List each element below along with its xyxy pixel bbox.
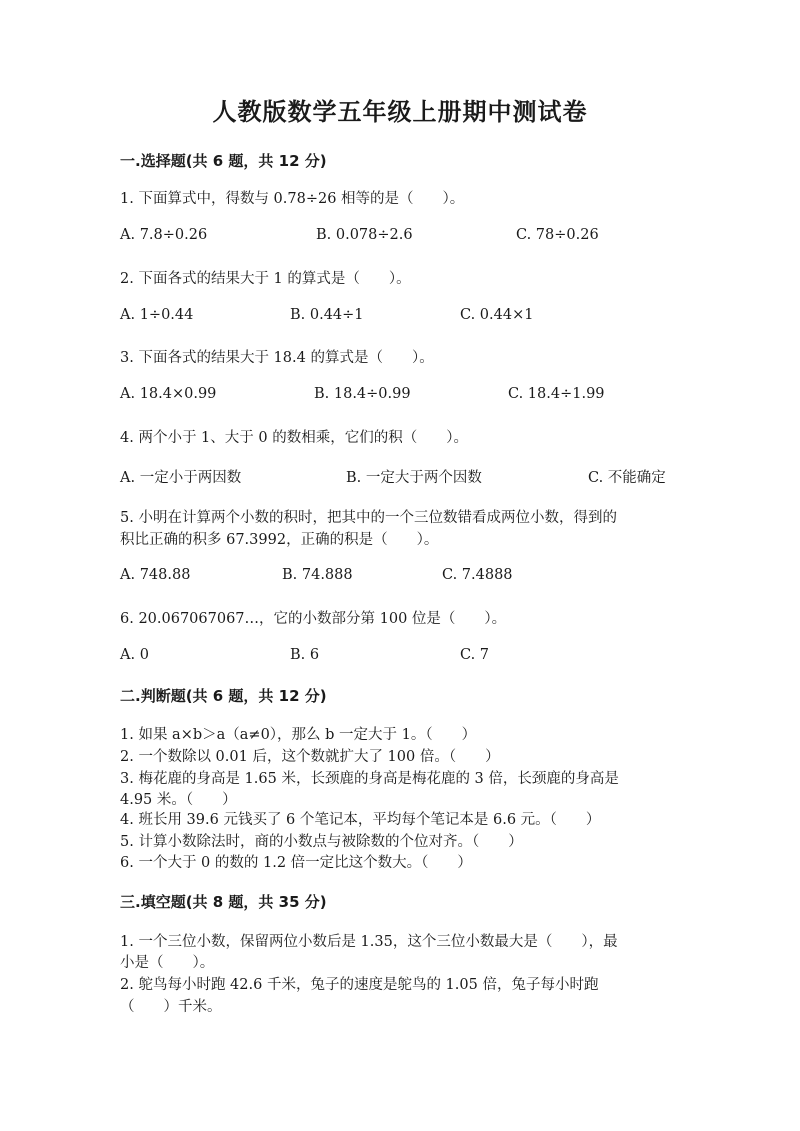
option-b: B. 74.888 xyxy=(282,567,353,583)
question-stem: 1. 下面算式中，得数与 0.78÷26 相等的是（ ）。 xyxy=(120,191,465,207)
judge-line: 4.95 米。（ ） xyxy=(120,792,237,808)
option-a: A. 1÷0.44 xyxy=(120,307,194,323)
fill-line: （ ）千米。 xyxy=(120,999,222,1015)
fill-line: 1. 一个三位小数，保留两位小数后是 1.35，这个三位小数最大是（ ），最 xyxy=(120,934,618,950)
option-c: C. 78÷0.26 xyxy=(516,227,599,243)
question-stem: 3. 下面各式的结果大于 18.4 的算式是（ ）。 xyxy=(120,350,434,366)
judge-line: 2. 一个数除以 0.01 后，这个数就扩大了 100 倍。（ ） xyxy=(120,749,500,765)
judge-line: 6. 一个大于 0 的数的 1.2 倍一定比这个数大。（ ） xyxy=(120,855,472,871)
judge-line: 4. 班长用 39.6 元钱买了 6 个笔记本，平均每个笔记本是 6.6 元。（ ） xyxy=(120,812,601,828)
question-stem-line: 积比正确的积多 67.3992，正确的积是（ ）。 xyxy=(120,532,439,548)
page-title: 人教版数学五年级上册期中测试卷 xyxy=(212,97,588,126)
option-c: C. 0.44×1 xyxy=(460,307,534,323)
judge-line: 3. 梅花鹿的身高是 1.65 米，长颈鹿的身高是梅花鹿的 3 倍，长颈鹿的身高是 xyxy=(120,771,619,787)
option-c: C. 7 xyxy=(460,647,490,663)
option-b: B. 6 xyxy=(290,647,320,663)
option-b: B. 0.078÷2.6 xyxy=(316,227,413,243)
question-stem: 4. 两个小于 1、大于 0 的数相乘，它们的积（ ）。 xyxy=(120,430,468,446)
question-stem: 6. 20.067067067…，它的小数部分第 100 位是（ ）。 xyxy=(120,611,507,627)
options-row xyxy=(120,307,680,329)
question-stem: 2. 下面各式的结果大于 1 的算式是（ ）。 xyxy=(120,271,411,287)
option-a: A. 0 xyxy=(120,647,149,663)
judge-line: 1. 如果 a×b＞a（a≠0），那么 b 一定大于 1。（ ） xyxy=(120,727,477,743)
option-c: C. 不能确定 xyxy=(588,470,666,486)
fill-line: 2. 鸵鸟每小时跑 42.6 千米，兔子的速度是鸵鸟的 1.05 倍，兔子每小时跑 xyxy=(120,977,599,993)
option-a: A. 18.4×0.99 xyxy=(120,386,217,402)
section-heading-choice: 一.选择题(共 6 题，共 12 分) xyxy=(120,152,327,170)
section-heading-judge: 二.判断题(共 6 题，共 12 分) xyxy=(120,687,327,705)
options-row xyxy=(120,567,680,589)
fill-line: 小是（ ）。 xyxy=(120,955,215,971)
option-b: B. 0.44÷1 xyxy=(290,307,364,323)
option-b: B. 一定大于两个因数 xyxy=(346,470,482,486)
options-row xyxy=(120,466,680,488)
option-a: A. 一定小于两因数 xyxy=(120,470,242,486)
option-a: A. 7.8÷0.26 xyxy=(120,227,208,243)
option-b: B. 18.4÷0.99 xyxy=(314,386,411,402)
question-stem-line: 5. 小明在计算两个小数的积时，把其中的一个三位数错看成两位小数，得到的 xyxy=(120,510,617,526)
section-heading-fill: 三.填空题(共 8 题，共 35 分) xyxy=(120,893,327,911)
option-a: A. 748.88 xyxy=(120,567,191,583)
option-c: C. 7.4888 xyxy=(442,567,513,583)
option-c: C. 18.4÷1.99 xyxy=(508,386,605,402)
options-row xyxy=(120,647,680,669)
judge-line: 5. 计算小数除法时，商的小数点与被除数的个位对齐。（ ） xyxy=(120,834,523,850)
options-row xyxy=(120,386,680,408)
options-row xyxy=(120,227,680,249)
